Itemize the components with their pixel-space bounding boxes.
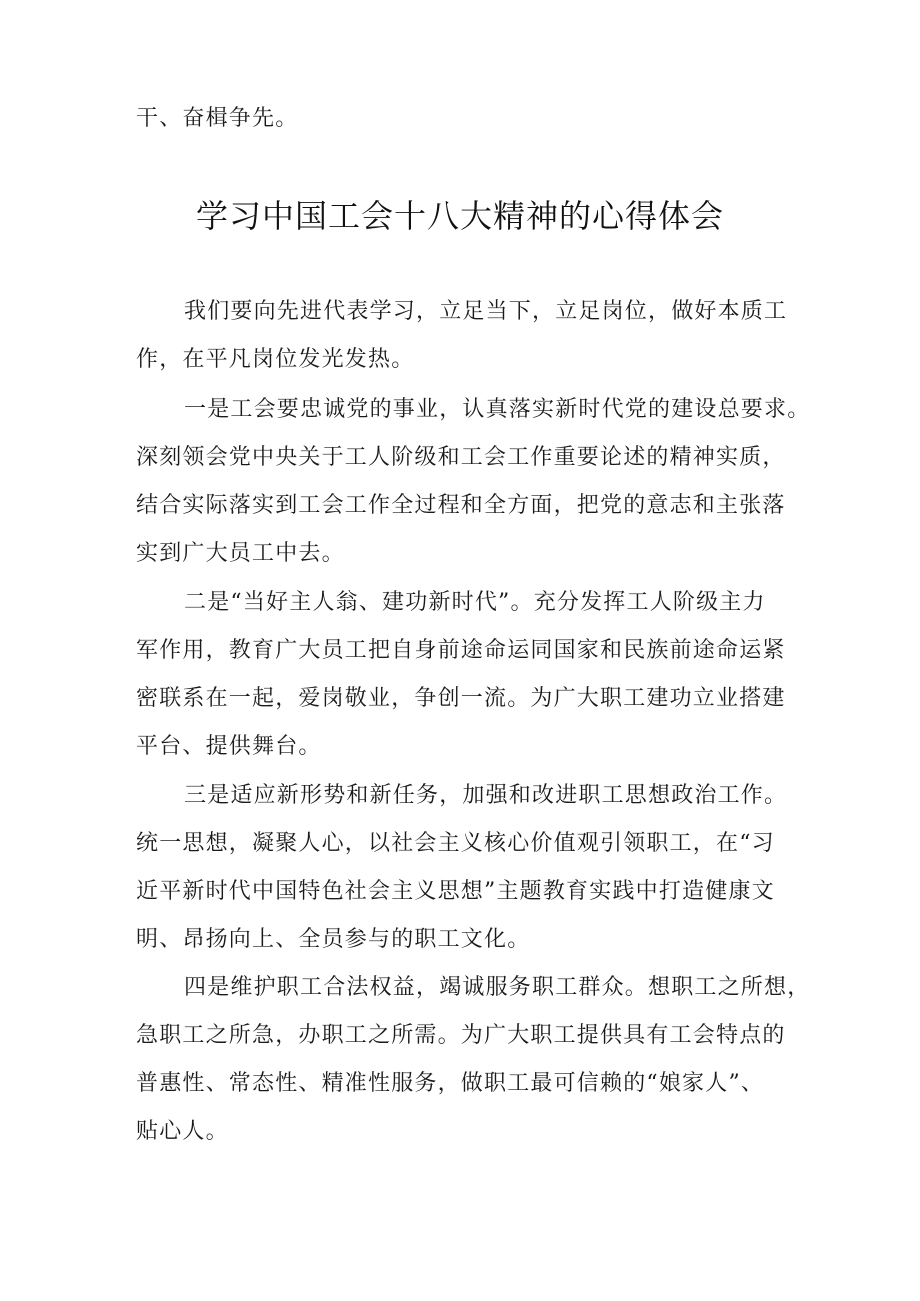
paragraph-line: 近平新时代中国特色社会主义思想”主题教育实践中打造健康文 — [136, 879, 775, 904]
paragraph-line: 明、昂扬向上、全员参与的职工文化。 — [136, 927, 531, 952]
paragraph-line: 军作用，教育广大员工把自身前途命运同国家和民族前途命运紧 — [136, 638, 786, 663]
carryover-line: 干、奋楫争先。 — [136, 106, 299, 131]
paragraph-line: 作，在平凡岗位发光发热。 — [136, 347, 415, 372]
paragraph-line: 深刻领会党中央关于工人阶级和工会工作重要论述的精神实质， — [136, 445, 786, 470]
paragraph-line: 三是适应新形势和新任务，加强和改进职工思想政治工作。 — [184, 783, 788, 808]
paragraph-line: 密联系在一起，爱岗敬业，争创一流。为广大职工建功立业搭建 — [136, 686, 786, 711]
paragraph-line: 二是“当好主人翁、建功新时代”。充分发挥工人阶级主力 — [184, 590, 766, 615]
paragraph-line: 结合实际落实到工会工作全过程和全方面，把党的意志和主张落 — [136, 493, 786, 518]
paragraph-line: 普惠性、常态性、精准性服务，做职工最可信赖的“娘家人”、 — [136, 1071, 765, 1096]
paragraph-line: 一是工会要忠诚党的事业，认真落实新时代党的建设总要求。 — [184, 397, 811, 422]
paragraph-line: 四是维护职工合法权益，竭诚服务职工群众。想职工之所想， — [184, 975, 811, 1000]
paragraph-line: 我们要向先进代表学习，立足当下，立足岗位，做好本质工 — [184, 299, 788, 324]
paragraph-line: 急职工之所急，办职工之所需。为广大职工提供具有工会特点的 — [136, 1023, 786, 1048]
paragraph-line: 实到广大员工中去。 — [136, 541, 345, 566]
paragraph-line: 贴心人。 — [136, 1119, 229, 1144]
page-title: 学习中国工会十八大精神的心得体会 — [195, 197, 724, 235]
paragraph-line: 统一思想，凝聚人心，以社会主义核心价值观引领职工，在“习 — [136, 831, 775, 856]
paragraph-line: 平台、提供舞台。 — [136, 734, 322, 759]
